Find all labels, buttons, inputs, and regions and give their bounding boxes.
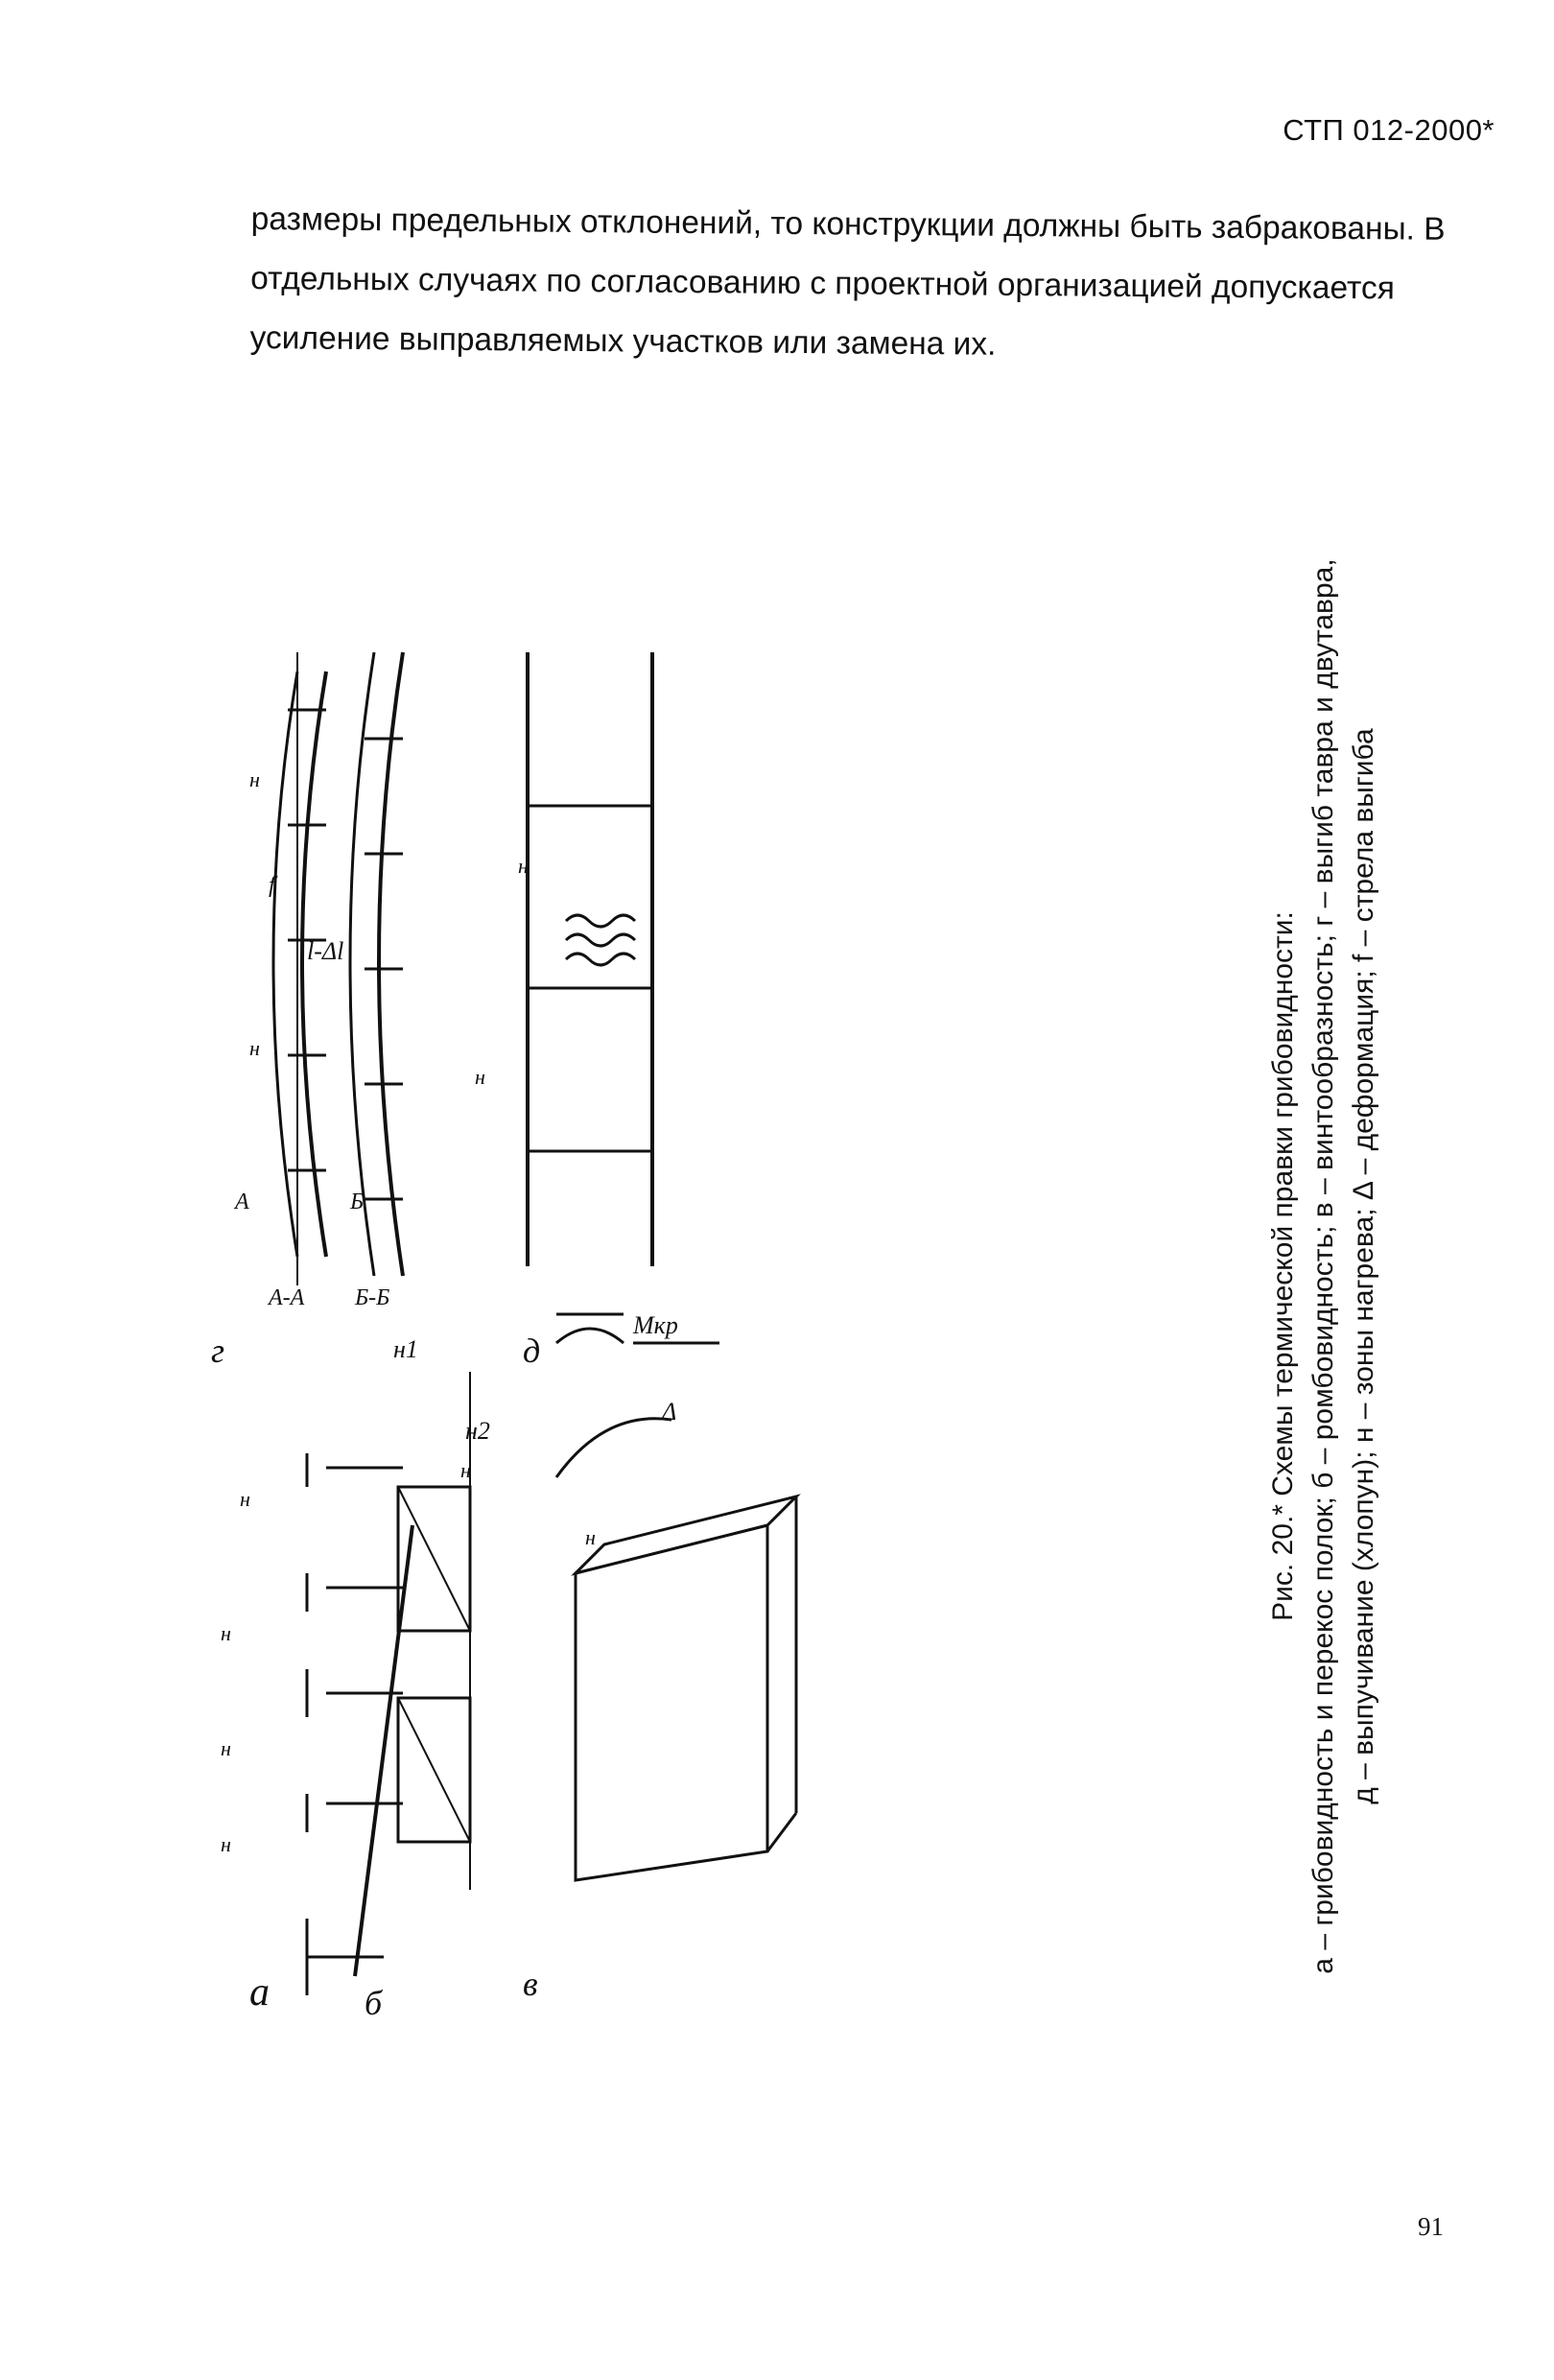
- label-a-mark: А: [235, 1190, 249, 1214]
- label-section-bb: Б-Б: [355, 1285, 390, 1310]
- caption-legend-line: а – грибовидность и перекос полок; б – ромбовидность; в – винтообразность; г – выгиб тавра и двутавра,: [1307, 558, 1339, 1974]
- paragraph-line: отдельных случаях по согласованию с проектной организацией допускается: [250, 260, 1396, 307]
- panel-label-d: д: [523, 1331, 541, 1370]
- figure-20-drawing: [211, 422, 1305, 2120]
- panel-g-drawing: [273, 652, 403, 1285]
- label-f: f: [269, 873, 275, 898]
- heating-zone-label: н: [249, 767, 260, 791]
- caption-title: Рис. 20.* Схемы термической правки грибовидности:: [1267, 911, 1299, 1621]
- label-length: l-Δl: [307, 937, 344, 965]
- heating-zone-label: н: [221, 1832, 231, 1856]
- label-n2: н2: [465, 1417, 490, 1445]
- panel-b-drawing: [398, 1372, 470, 1890]
- heating-zone-label: н: [585, 1525, 596, 1549]
- panel-label-a: а: [249, 1970, 270, 2015]
- label-n1: н1: [393, 1335, 418, 1363]
- label-delta: Δ: [662, 1398, 677, 1426]
- heating-zone-label: н: [475, 1065, 485, 1089]
- heating-zone-label: н: [249, 1036, 260, 1060]
- document-code: СТП 012-2000*: [1283, 113, 1495, 147]
- page-number: 91: [1418, 2212, 1444, 2241]
- panel-label-v: в: [523, 1965, 538, 2003]
- heating-zone-label: н: [240, 1487, 250, 1511]
- figure-caption: [1266, 412, 1381, 2120]
- heating-zone-label: н: [460, 1458, 471, 1482]
- label-b-mark: Б: [350, 1190, 365, 1214]
- paragraph-line: размеры предельных отклонений, то конструкции должны быть забракованы. В: [250, 200, 1446, 247]
- panel-label-b: б: [365, 1984, 383, 2022]
- heating-zone-label: н: [518, 854, 529, 878]
- label-section-aa: А-А: [269, 1285, 305, 1310]
- panel-d-drawing: [528, 652, 652, 1343]
- body-paragraph: [249, 190, 1503, 379]
- heating-zone-label: н: [221, 1736, 231, 1760]
- panel-a-drawing: [269, 1453, 412, 1995]
- label-mkr: Мкр: [633, 1311, 678, 1339]
- technical-drawing: [211, 422, 1305, 2120]
- heating-zone-label: н: [221, 1621, 231, 1645]
- panel-label-g: г: [211, 1331, 225, 1370]
- paragraph-line: усиление выправляемых участков или замена их.: [249, 319, 997, 363]
- caption-legend-line: д – выпучивание (хлопун); н – зоны нагрева; Δ – деформация; f – стрела выгиба: [1348, 728, 1379, 1804]
